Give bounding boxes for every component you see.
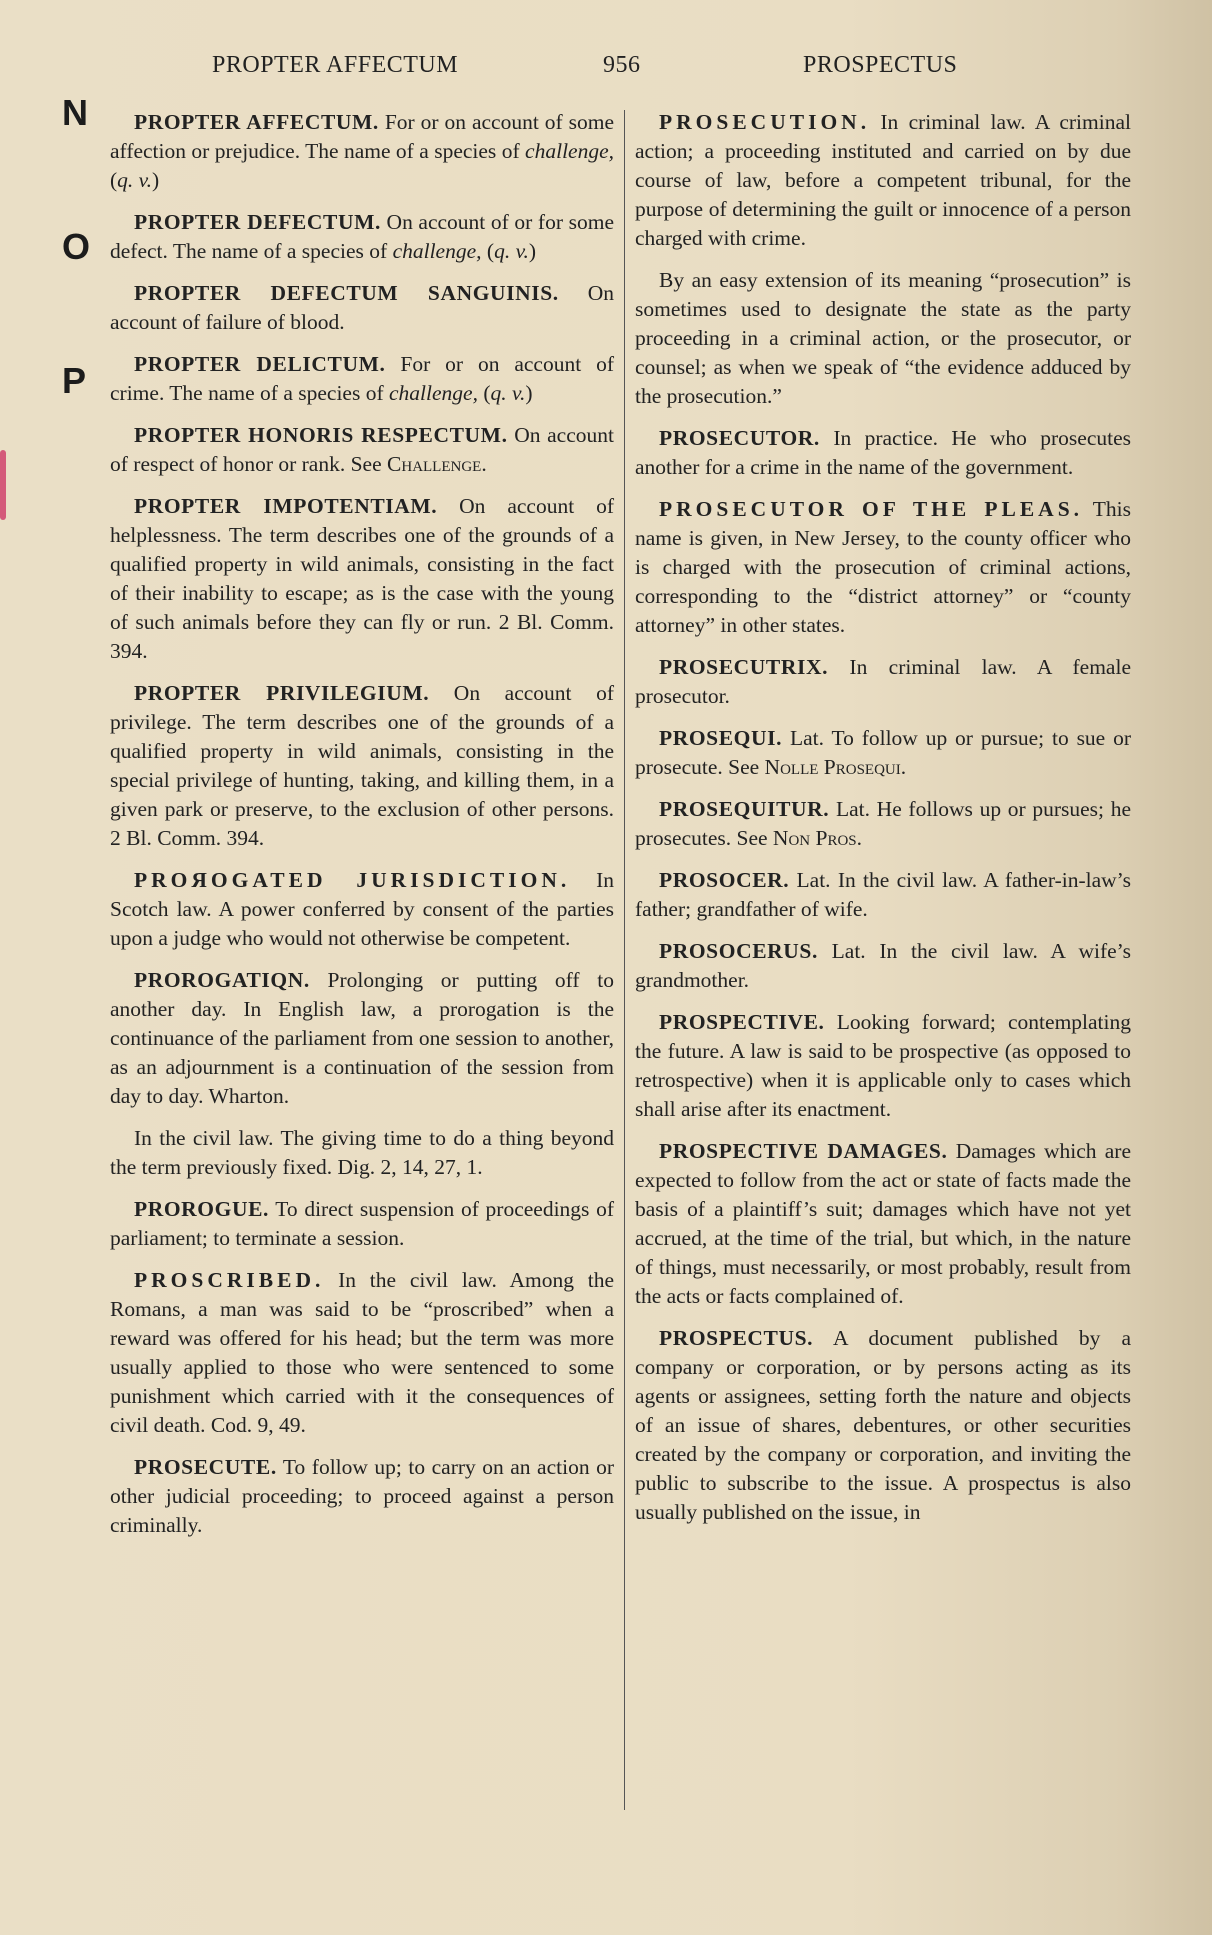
right-column [635, 108, 1131, 1540]
entry-definition: On account of privilege. The term describes one of the grounds of a qualified property in wild animals, consisting in the special privilege of hunting, taking, and killing them, in a given park or preserve, to the exclusion of other persons. 2 Bl. Comm. 394. [110, 681, 615, 850]
dictionary-entry [110, 1266, 614, 1440]
entry-headword: PROPTER PRIVILEGIUM. [134, 681, 430, 705]
entry-definition: This name is given, in New Jersey, to the county officer who is charged with the prosecution of criminal actions, corresponding to the “district attorney” or “county attorney” in other states. [635, 497, 1131, 637]
dictionary-entry [110, 1453, 614, 1540]
dictionary-entry: PROPTER AFFECTUM. For or on account of some affection or prejudice. The name of a species of challenge, (q. v.) [110, 110, 615, 192]
entry-subparagraph: In the civil law. The giving time to do a thing beyond the term previously fixed. Dig. 2, 14, 27, 1. [110, 1126, 614, 1179]
left-column [110, 108, 614, 1553]
entry-headword: PROSPECTIVE DAMAGES. [659, 1139, 948, 1163]
entry-definition: Lat. He follows up or pursues; he prosecutes. See [635, 797, 1131, 850]
header-left-guideword: PROPTER AFFECTUM [212, 52, 459, 78]
entry-definition: To direct suspension of proceedings of parliament; to terminate a session. [110, 1197, 614, 1250]
entry-headword: PROSECUTOR. [659, 426, 820, 450]
entry-headword: PROROGATIQN. [134, 968, 310, 992]
dictionary-entry [110, 421, 614, 479]
cross-reference: Non Pros. [772, 826, 863, 850]
entry-definition: In criminal law. A criminal action; a proceeding instituted and carried on by due course of law, before a competent tribunal, for the purpose of determining the guilt or innocence of a person charged with crime. [635, 110, 1131, 250]
entry-definition: On account of failure of blood. [110, 281, 614, 334]
entry-headword: PROPTER DEFECTUM. [134, 210, 381, 234]
entry-headword: PROSECUTION. [659, 110, 871, 134]
dictionary-entry [635, 866, 1131, 924]
entry-headword: PROЯOGATED JURISDICTION. [134, 868, 571, 892]
dictionary-entry [110, 492, 614, 666]
dictionary-entry [635, 937, 1131, 995]
entry-definition: Damages which are expected to follow from the act or state of facts made the basis of a plaintiff’s suit; damages which have not yet accrued, at the time of the trial, but which, in the nature of things, must necessarily, or most probably, result from the acts or facts complained of. [635, 1139, 1131, 1308]
entry-definition: For or on account of some affection or prejudice. The name of a species of [110, 110, 615, 163]
entry-definition: On account of helplessness. The term describes one of the grounds of a qualified property in wild animals, consisting in the fact of their inability to escape; as is the case with the young of such animals before they can fly or run. 2 Bl. Comm. 394. [110, 494, 614, 663]
dictionary-entry [635, 495, 1131, 640]
cross-reference: Challenge. [387, 452, 487, 476]
dictionary-entry [635, 1008, 1131, 1124]
entry-definition: In criminal law. A female prosecutor. [635, 655, 1131, 708]
entry-definition: Lat. In the civil law. A father-in-law’s father; grandfather of wife. [635, 868, 1131, 921]
thumb-index-letter-p: P [62, 360, 87, 401]
entry-definition: In Scotch law. A power conferred by consent of the parties upon a judge who would not otherwise be competent. [110, 868, 615, 950]
column-divider [624, 110, 625, 1810]
dictionary-entry [635, 724, 1131, 782]
header-right-guideword: PROSPECTUS [803, 52, 958, 78]
entry-italic: challenge, [525, 139, 614, 163]
entry-headword: PROSEQUITUR. [659, 797, 830, 821]
entry-headword: PROSECUTOR OF THE PLEAS. [659, 497, 1084, 521]
dictionary-entry [110, 679, 614, 853]
dictionary-entry [110, 966, 614, 1111]
entry-definition: Prolonging or putting off to another day. In English law, a prorogation is the continuance of the parliament from one session to another, as an adjournment is a continuation of the session from day to day. Wharton. [110, 968, 614, 1108]
thumb-index-letter-o: O [62, 226, 91, 267]
entry-definition: For or on account of crime. The name of a species of [110, 352, 615, 405]
entry-headword: PROSECUTRIX. [659, 655, 829, 679]
entry-subparagraph: By an easy extension of its meaning “prosecution” is sometimes used to designate the state as the party proceeding in a criminal action, or the prosecutor, or counsel; as when we speak of “the evidence adduced by the prosecution.” [635, 268, 1131, 408]
entry-headword: PROPTER IMPOTENTIAM. [134, 494, 438, 518]
dictionary-entry [110, 866, 614, 953]
entry-definition: To follow up; to carry on an action or other judicial proceeding; to proceed against a person criminally. [110, 1455, 614, 1537]
dictionary-entry: PROPTER DELICTUM. For or on account of crime. The name of a species of challenge, (q. v.) [110, 352, 615, 405]
entry-headword: PROSECUTE. [134, 1455, 277, 1479]
entry-headword: PROPTER HONORIS RESPECTUM. [134, 423, 508, 447]
entry-headword: PROSPECTIVE. [659, 1010, 825, 1034]
dictionary-entry [110, 1195, 614, 1253]
dictionary-entry [635, 1324, 1131, 1527]
dictionary-entry: PROPTER DEFECTUM. On account of or for some defect. The name of a species of challenge, (q. v.) [110, 210, 614, 263]
thumb-index-letter-n: N [62, 92, 88, 133]
entry-definition: A document published by a company or corporation, or by persons acting as its agents or assignees, setting forth the nature and objects of an issue of shares, debentures, or other securities created by the company or corporation, and inviting the public to subscribe to the issue. A prospectus is also usually published on the issue, in [635, 1326, 1131, 1524]
page-edge-mark [0, 450, 6, 520]
entry-headword: PROSPECTUS. [659, 1326, 814, 1350]
entry-definition: In the civil law. Among the Romans, a man was said to be “proscribed” when a reward was offered for his head; but the term was more usually applied to those who were sentenced to some punishment which carried with it the consequences of civil death. Cod. 9, 49. [110, 1268, 614, 1437]
dictionary-entry [635, 795, 1131, 853]
entry-headword: PROSCRIBED. [134, 1268, 325, 1292]
entry-definition: Lat. To follow up or pursue; to sue or prosecute. See [635, 726, 1132, 779]
running-header [0, 52, 1212, 92]
entry-headword: PROSEQUI. [659, 726, 783, 750]
cross-reference: Nolle Prosequi. [764, 755, 907, 779]
page-number: 956 [603, 52, 641, 78]
entry-definition: On account of respect of honor or rank. See [110, 423, 614, 476]
dictionary-entry [635, 1137, 1131, 1311]
entry-headword: PROPTER DEFECTUM SANGUINIS. [134, 281, 559, 305]
entry-definition: Lat. In the civil law. A wife’s grandmother. [635, 939, 1132, 992]
entry-headword: PROPTER AFFECTUM. [134, 110, 379, 134]
entry-headword: PROROGUE. [134, 1197, 269, 1221]
entry-definition: On account of or for some defect. The name of a species of [110, 210, 614, 263]
entry-headword: PROSOCER. [659, 868, 790, 892]
entry-headword: PROSOCERUS. [659, 939, 818, 963]
entry-headword: PROPTER DELICTUM. [134, 352, 386, 376]
dictionary-entry [110, 279, 614, 337]
dictionary-entry [635, 424, 1131, 482]
entry-definition: In practice. He who prosecutes another for a crime in the name of the government. [635, 426, 1132, 479]
dictionary-entry [635, 108, 1131, 253]
entry-definition: Looking forward; contemplating the future. A law is said to be prospective (as opposed to retrospective) when it is applicable only to cases which shall arise after its enactment. [635, 1010, 1132, 1121]
dictionary-entry [635, 653, 1131, 711]
